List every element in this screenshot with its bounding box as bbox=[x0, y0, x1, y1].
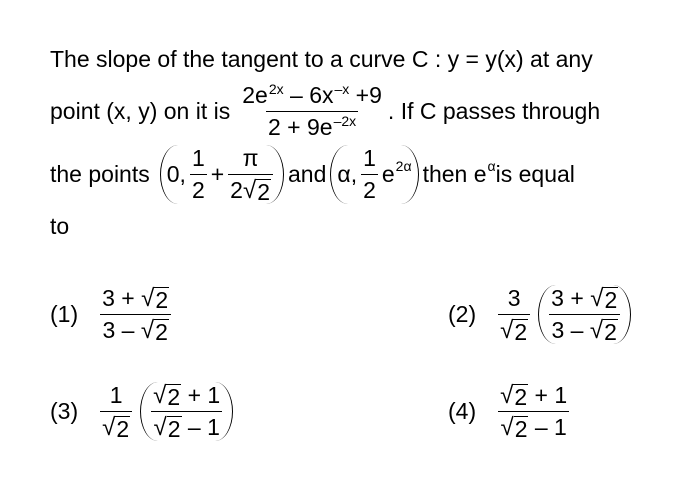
option-4-numerator bbox=[498, 382, 569, 411]
option-3-den-b: – 1 bbox=[181, 414, 220, 441]
question-line-4 bbox=[50, 213, 69, 240]
point-1-x: 0, bbox=[166, 161, 186, 188]
sqrt-symbol: √ 2 bbox=[141, 285, 169, 313]
option-1-label: (1) bbox=[50, 301, 79, 328]
sqrt-symbol: √ 2 bbox=[242, 177, 271, 205]
point-1-two: 2 bbox=[230, 177, 243, 203]
option-4-num-b: + 1 bbox=[528, 382, 568, 408]
slope-num-term1: 2e bbox=[242, 82, 268, 108]
option-3-num-b: + 1 bbox=[181, 382, 221, 408]
option-2-numerator bbox=[549, 285, 620, 314]
option-2-coef-num: 3 bbox=[507, 285, 521, 312]
option-2-fraction bbox=[549, 285, 620, 344]
option-1-denominator bbox=[100, 314, 170, 344]
question-line-3 bbox=[50, 145, 575, 204]
question-text-1: The slope of the tangent to a curve C : y = y(x) at any bbox=[50, 46, 593, 72]
option-2-coef-den-root: 2 bbox=[514, 319, 528, 346]
sqrt-symbol: √ 2 bbox=[500, 317, 528, 346]
option-3-fraction bbox=[151, 382, 222, 441]
question-line-1 bbox=[50, 46, 593, 73]
point-2-half bbox=[361, 145, 378, 204]
option-1[interactable] bbox=[50, 285, 175, 344]
option-3-denominator bbox=[151, 411, 221, 441]
option-2-den-root: 2 bbox=[604, 319, 617, 346]
point-2-e: e bbox=[381, 161, 395, 188]
option-3-coef-den-root: 2 bbox=[116, 416, 130, 443]
option-2-den-a: 3 – bbox=[551, 317, 590, 344]
option-3-numerator bbox=[151, 382, 222, 411]
option-3-label: (3) bbox=[50, 398, 79, 425]
option-4-den-b: – 1 bbox=[528, 414, 567, 441]
slope-num-exp2: –x bbox=[334, 81, 350, 97]
option-2-label: (2) bbox=[448, 301, 477, 328]
point-1-pi: π bbox=[242, 145, 259, 171]
sqrt-symbol: √ 2 bbox=[500, 382, 528, 410]
option-3-num-root: 2 bbox=[167, 384, 181, 410]
slope-den-exp: –2x bbox=[333, 113, 357, 129]
option-4[interactable] bbox=[448, 382, 573, 441]
option-3-coef bbox=[100, 382, 132, 441]
slope-fraction bbox=[240, 82, 384, 141]
option-4-den-root: 2 bbox=[514, 416, 528, 443]
question-text-2b: . If C passes through bbox=[387, 98, 601, 124]
option-1-den-a: 3 – bbox=[102, 317, 141, 344]
question-text-3c: is equal bbox=[495, 161, 575, 188]
option-1-den-root: 2 bbox=[155, 319, 168, 346]
option-2-coef-den bbox=[498, 314, 530, 344]
point-1-root-arg: 2 bbox=[257, 179, 271, 205]
point-2-e-exp: 2α bbox=[395, 157, 412, 174]
slope-den-term: 2 + 9e bbox=[267, 114, 333, 140]
sqrt-symbol: √ 2 bbox=[140, 317, 168, 346]
question-text-2a: point (x, y) on it is bbox=[50, 98, 231, 124]
point-2-half-den: 2 bbox=[361, 174, 378, 204]
slope-num-term3: +9 bbox=[349, 82, 382, 108]
option-2-denominator bbox=[549, 314, 619, 344]
option-1-fraction bbox=[100, 285, 171, 344]
option-2[interactable] bbox=[448, 285, 635, 344]
option-2-coef bbox=[498, 285, 530, 344]
option-3-paren bbox=[140, 382, 233, 441]
option-3-den-root: 2 bbox=[167, 416, 181, 443]
point-1 bbox=[160, 145, 284, 204]
slope-denominator bbox=[266, 111, 358, 141]
point-2-half-num: 1 bbox=[363, 145, 376, 172]
option-2-num-root: 2 bbox=[604, 287, 618, 313]
option-2-paren bbox=[538, 285, 631, 344]
slope-num-exp1: 2x bbox=[268, 81, 284, 97]
point-2-x: α, bbox=[337, 161, 358, 188]
slope-numerator bbox=[240, 82, 384, 111]
point-1-half-num: 1 bbox=[191, 145, 205, 172]
option-3-coef-den bbox=[100, 411, 132, 441]
point-1-pi-den bbox=[228, 174, 273, 204]
option-4-num-root: 2 bbox=[514, 384, 528, 410]
question-text-3b-exp: α bbox=[487, 157, 496, 174]
question-text-3b: then e bbox=[422, 161, 487, 188]
option-3-coef-num: 1 bbox=[109, 382, 123, 409]
option-1-num-root: 2 bbox=[155, 287, 169, 313]
question-and: and bbox=[288, 161, 327, 188]
option-4-denominator bbox=[498, 411, 568, 441]
sqrt-symbol: √ 2 bbox=[153, 382, 181, 410]
question-text-4: to bbox=[50, 213, 70, 239]
option-1-numerator bbox=[100, 285, 171, 314]
point-1-half-den: 2 bbox=[190, 174, 207, 204]
question-text-3a: the points bbox=[50, 161, 150, 188]
sqrt-symbol: √ 2 bbox=[590, 285, 618, 313]
sqrt-symbol: √ 2 bbox=[589, 317, 617, 346]
sqrt-symbol: √ 2 bbox=[102, 414, 130, 443]
point-2 bbox=[330, 145, 418, 204]
slope-num-term2: – 6x bbox=[283, 82, 334, 108]
sqrt-symbol: √ 2 bbox=[153, 414, 181, 443]
option-2-num-a: 3 + bbox=[551, 285, 591, 311]
option-4-fraction bbox=[498, 382, 569, 441]
option-4-label: (4) bbox=[448, 398, 477, 425]
question-line-2 bbox=[50, 82, 600, 141]
point-1-pi-fraction bbox=[228, 145, 273, 204]
option-1-num-a: 3 + bbox=[102, 285, 142, 311]
point-1-half bbox=[190, 145, 207, 204]
sqrt-symbol: √ 2 bbox=[500, 414, 528, 443]
point-1-plus: + bbox=[210, 161, 225, 188]
option-3[interactable] bbox=[50, 382, 237, 441]
